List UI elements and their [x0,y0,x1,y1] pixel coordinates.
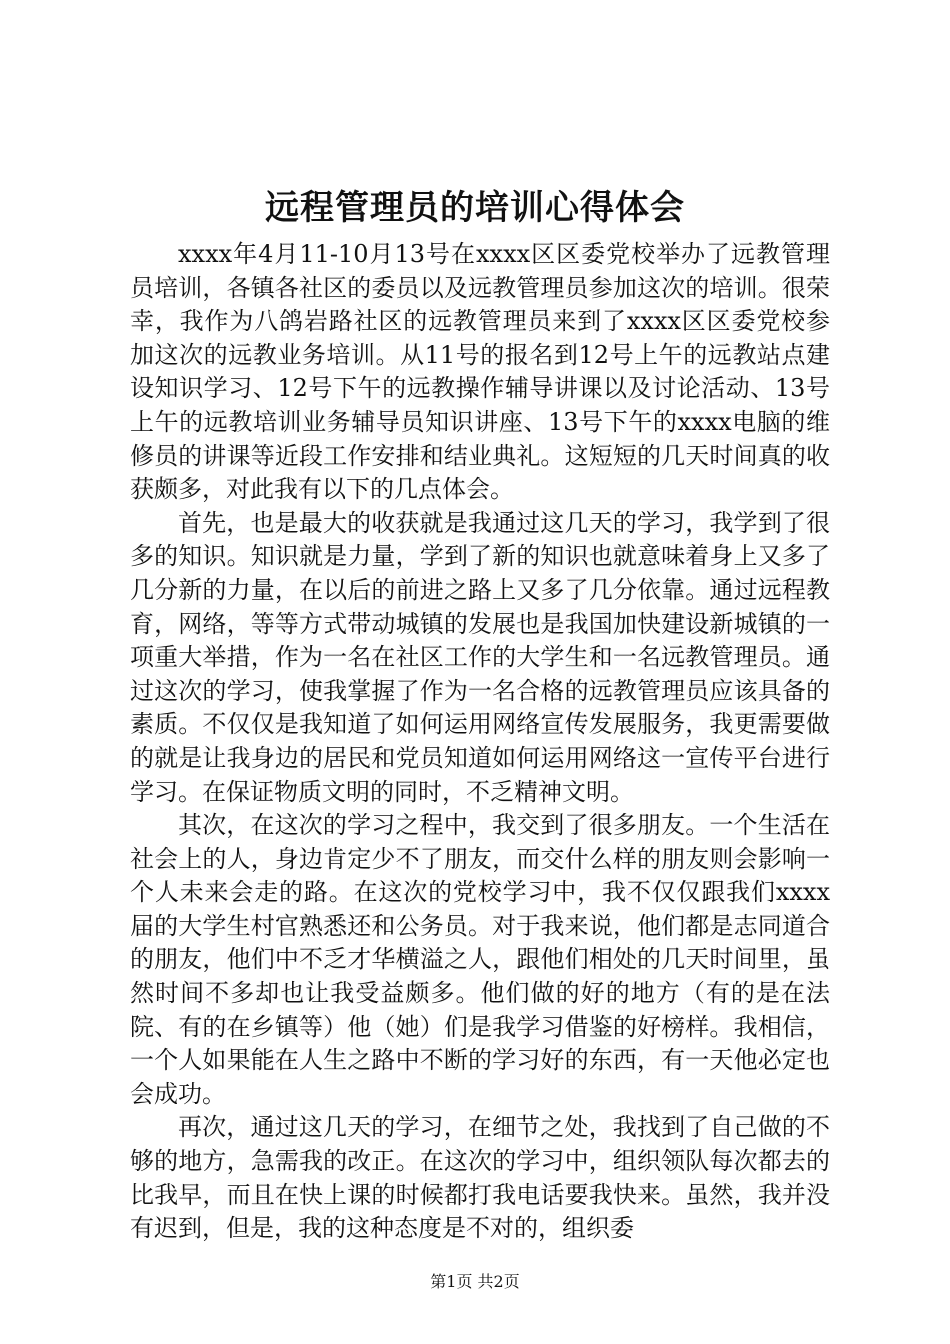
paragraph-second-point: 其次，在这次的学习之程中，我交到了很多朋友。一个生活在社会上的人，身边肯定少不了朋友，而交什么样的朋友则会影响一个人未来会走的路。在这次的党校学习中，我不仅仅跟我们xxxx届的大学生村官熟悉还和公务员。对于我来说，他们都是志同道合的朋友，他们中不乏才华横溢之人，跟他们相处的几天时间里，虽然时间不多却也让我受益颇多。他们做的好的地方（有的是在法院、有的在乡镇等）他（她）们是我学习借鉴的好榜样。我相信，一个人如果能在人生之路中不断的学习好的东西，有一天他必定也会成功。 [130,811,830,1108]
paragraph-intro: xxxx年4月11-10月13号在xxxx区区委党校举办了远教管理员培训，各镇各社区的委员以及远教管理员参加这次的培训。很荣幸，我作为八鸽岩路社区的远教管理员来到了xxxx区区委党校参加这次的远教业务培训。从11号的报名到12号上午的远教站点建设知识学习、12号下午的远教操作辅导讲课以及讨论活动、13号上午的远教培训业务辅导员知识讲座、13号下午的xxxx电脑的维修员的讲课等近段工作安排和结业典礼。这短短的几天时间真的收获颇多，对此我有以下的几点体会。 [130,240,830,504]
paragraph-first-point: 首先，也是最大的收获就是我通过这几天的学习，我学到了很多的知识。知识就是力量，学到了新的知识也就意味着身上又多了几分新的力量，在以后的前进之路上又多了几分依靠。通过远程教育，网络，等等方式带动城镇的发展也是我国加快建设新城镇的一项重大举措，作为一名在社区工作的大学生和一名远教管理员。通过这次的学习，使我掌握了作为一名合格的远教管理员应该具备的素质。不仅仅是我知道了如何运用网络宣传发展服务，我更需要做的就是让我身边的居民和党员知道如何运用网络这一宣传平台进行学习。在保证物质文明的同时，不乏精神文明。 [130,508,830,806]
paragraph-third-point: 再次，通过这几天的学习，在细节之处，我找到了自己做的不够的地方，急需我的改正。在这次的学习中，组织领队每次都去的比我早，而且在快上课的时候都打我电话要我快来。虽然，我并没有迟到，但是，我的这种态度是不对的，组织委 [130,1113,830,1243]
document-body [130,238,830,1246]
page-number-footer: 第1页 共2页 [430,1272,520,1291]
document-title: 远程管理员的培训心得体会 [265,188,685,228]
